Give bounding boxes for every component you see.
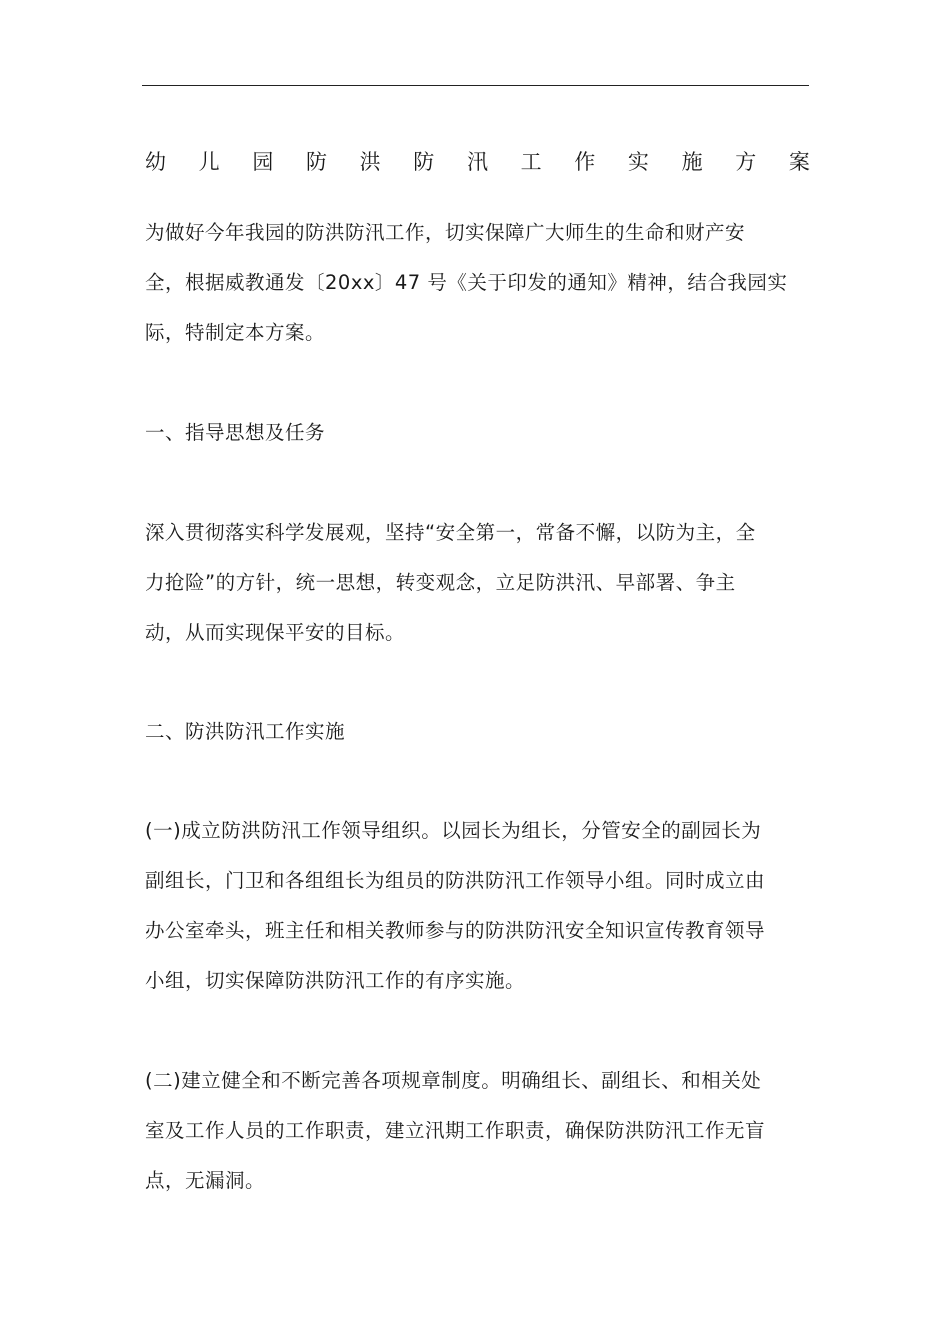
paragraph-line: 小组，切实保障防洪防汛工作的有序实施。 [145,969,526,992]
paragraph-line: 力抢险”的方针，统一思想，转变观念，立足防洪汛、早部署、争主 [145,571,736,594]
paragraph-line: 室及工作人员的工作职责，建立汛期工作职责，确保防洪防汛工作无盲 [145,1119,766,1142]
section1-heading: 一、指导思想及任务 [145,421,326,444]
paragraph-line: 动，从而实现保平安的目标。 [145,621,406,644]
paragraph-line: 点，无漏洞。 [145,1169,266,1192]
title-char: 防 [305,150,327,174]
title-char: 园 [252,150,274,174]
title-char: 案 [788,150,810,174]
paragraph-line: 为做好今年我园的防洪防汛工作，切实保障广大师生的生命和财产安 [145,221,746,244]
section1-paragraph [145,508,805,658]
title-char: 工 [520,150,542,174]
paragraph-line: 深入贯彻落实科学发展观，坚持“安全第一，常备不懈，以防为主，全 [145,521,756,544]
title-char: 洪 [359,150,381,174]
paragraph-line: 副组长，门卫和各组组长为组员的防洪防汛工作领导小组。同时成立由 [145,869,766,892]
item2-paragraph [145,1056,805,1206]
section2-heading: 二、防洪防汛工作实施 [145,720,346,743]
title-char: 方 [735,150,757,174]
title-char: 实 [627,150,649,174]
title-char: 汛 [466,150,488,174]
paragraph-line: (一)成立防洪防汛工作领导组织。以园长为组长，分管安全的副园长为 [145,819,762,842]
header-rule [142,85,809,86]
document-title [145,147,810,177]
title-char: 儿 [198,150,220,174]
item1-paragraph [145,806,805,1006]
title-char: 作 [574,150,596,174]
paragraph-line: 全，根据威教通发〔20xx〕47 号《关于印发的通知》精神，结合我园实 [145,271,788,294]
paragraph-line: 办公室牵头，班主任和相关教师参与的防洪防汛安全知识宣传教育领导 [145,919,766,942]
title-char: 施 [681,150,703,174]
title-char: 防 [413,150,435,174]
intro-paragraph [145,208,805,358]
paragraph-line: 际，特制定本方案。 [145,321,326,344]
title-char: 幼 [145,150,166,174]
paragraph-line: (二)建立健全和不断完善各项规章制度。明确组长、副组长、和相关处 [145,1069,762,1092]
